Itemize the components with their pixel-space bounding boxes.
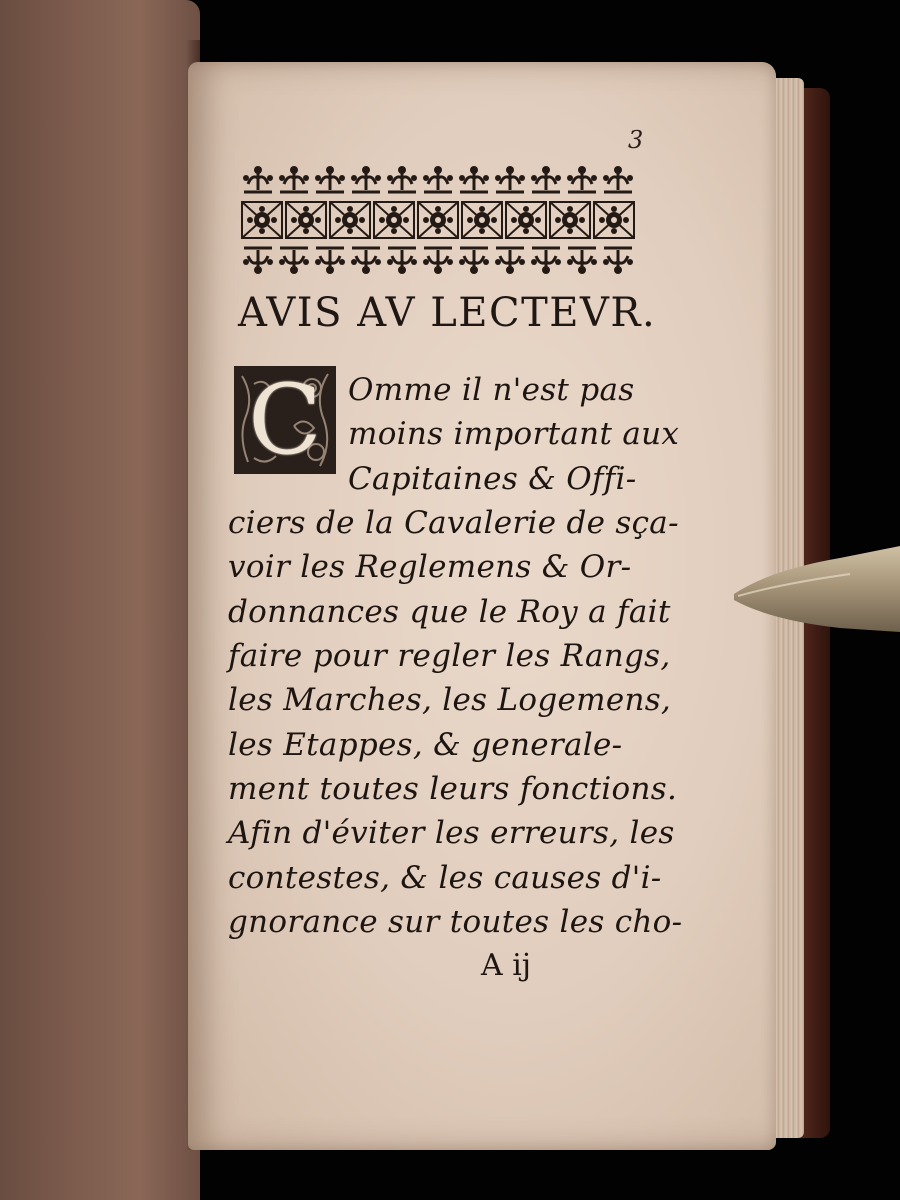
text-line: les Marches, les Logemens, [228, 682, 672, 718]
text-line: Omme il n'est pas [348, 372, 635, 408]
left-cover-board [0, 0, 200, 1200]
text-line: donnances que le Roy a fait [228, 594, 671, 630]
text-line: moins important aux [348, 416, 680, 452]
brass-page-clip-icon [730, 540, 900, 640]
floral-initial-icon [234, 366, 336, 474]
text-line: ment toutes leurs fonctions. [228, 771, 678, 807]
text-line: ciers de la Cavalerie de sça- [228, 505, 679, 541]
text-line: gnorance sur toutes les cho- [228, 904, 683, 940]
page-heading: AVIS AV LECTEVR. [238, 290, 657, 336]
fleuron-ornament-icon [240, 156, 642, 284]
folio-number: 3 [628, 126, 644, 154]
text-line: Afin d'éviter les erreurs, les [228, 815, 675, 851]
signature-mark: A ij [481, 948, 532, 983]
text-line: contestes, & les causes d'i- [228, 860, 662, 896]
text-line: les Etappes, & generale- [228, 727, 623, 763]
text-line: Capitaines & Offi- [348, 461, 637, 497]
text-line: faire pour regler les Rangs, [228, 638, 671, 674]
dropcap-letter: C [248, 366, 322, 474]
text-line: voir les Reglemens & Or- [228, 549, 632, 585]
